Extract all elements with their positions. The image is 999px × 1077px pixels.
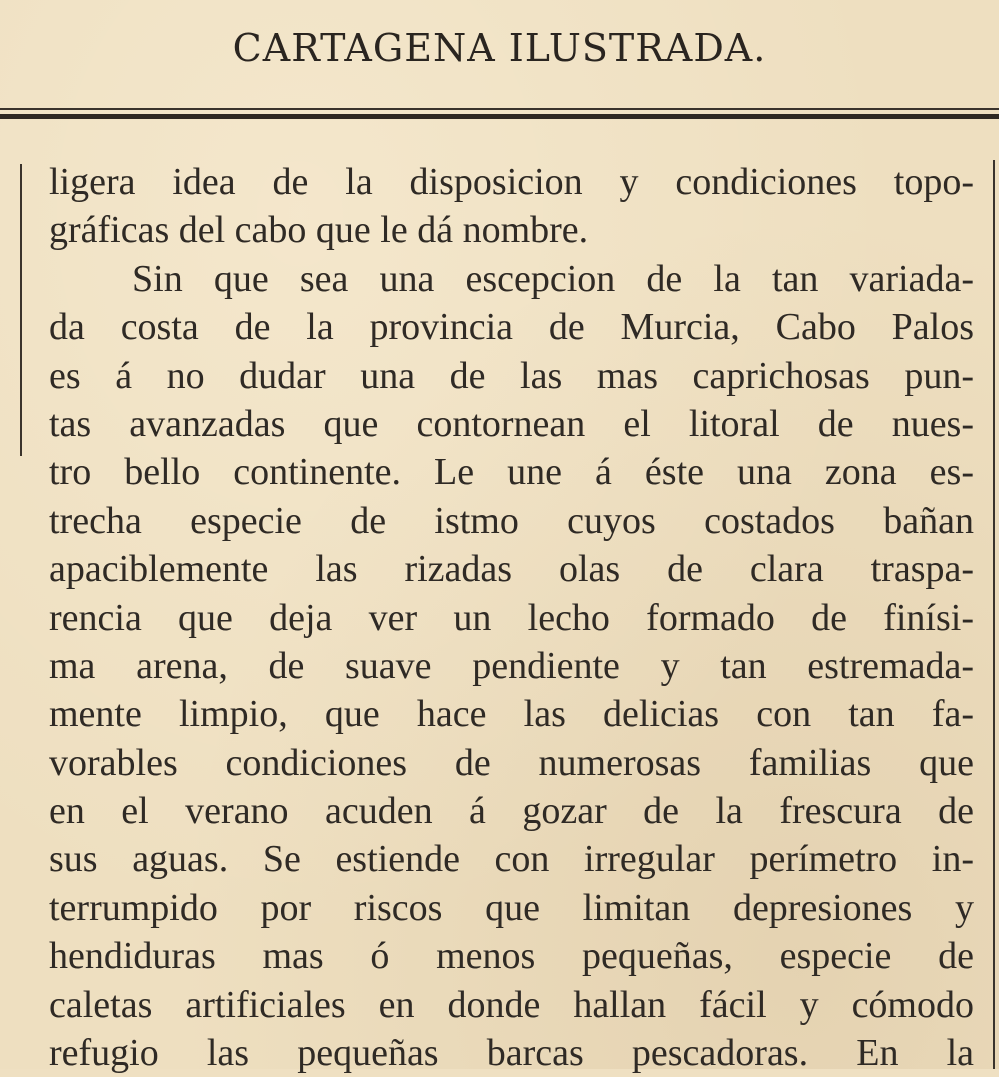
text-line-1: ligera idea de la disposicion y condiciones topo- (49, 161, 974, 203)
text-line-13: vorables condiciones de numerosas familias que (49, 741, 974, 784)
text-line-3: Sin que sea una escepcion de la tan variada- (132, 257, 974, 300)
article-text-column (49, 158, 974, 1077)
text-line-12: mente limpio, que hace las delicias con tan fa- (49, 693, 974, 736)
text-line-10: rencia que deja ver un lecho formado de finísi- (49, 596, 974, 639)
text-line-9: apaciblemente las rizadas olas de clara traspa- (49, 548, 974, 591)
text-line-11: ma arena, de suave pendiente y tan estremada- (49, 644, 974, 687)
text-line-17: hendiduras mas ó menos pequeñas, especie de (49, 935, 974, 978)
text-line-8: trecha especie de istmo cuyos costados bañan (49, 499, 974, 542)
text-line-6: tas avanzadas que contornean el litoral de nues- (49, 402, 974, 445)
text-line-14: en el verano acuden á gozar de la frescura de (49, 790, 974, 833)
column-rule-right (993, 160, 995, 1069)
text-line-15: sus aguas. Se estiende con irregular perímetro in- (49, 838, 974, 881)
text-line-18: caletas artificiales en donde hallan fácil y cómodo (49, 983, 974, 1026)
page-header-title: CARTAGENA ILUSTRADA. (232, 26, 767, 70)
header-rule-thin (0, 108, 999, 110)
column-rule-left (20, 164, 22, 456)
text-line-4: da costa de la provincia de Murcia, Cabo Palos (49, 306, 974, 349)
text-line-5: es á no dudar una de las mas caprichosas pun- (49, 354, 974, 397)
header-rule-thick (0, 114, 999, 119)
text-line-7: tro bello continente. Le une á éste una zona es- (49, 451, 974, 494)
text-line-2: gráficas del cabo que le dá nombre. (49, 209, 589, 252)
text-line-19: refugio las pequeñas barcas pescadoras. En la (49, 1032, 974, 1075)
text-line-16: terrumpido por riscos que limitan depresiones y (49, 886, 974, 929)
